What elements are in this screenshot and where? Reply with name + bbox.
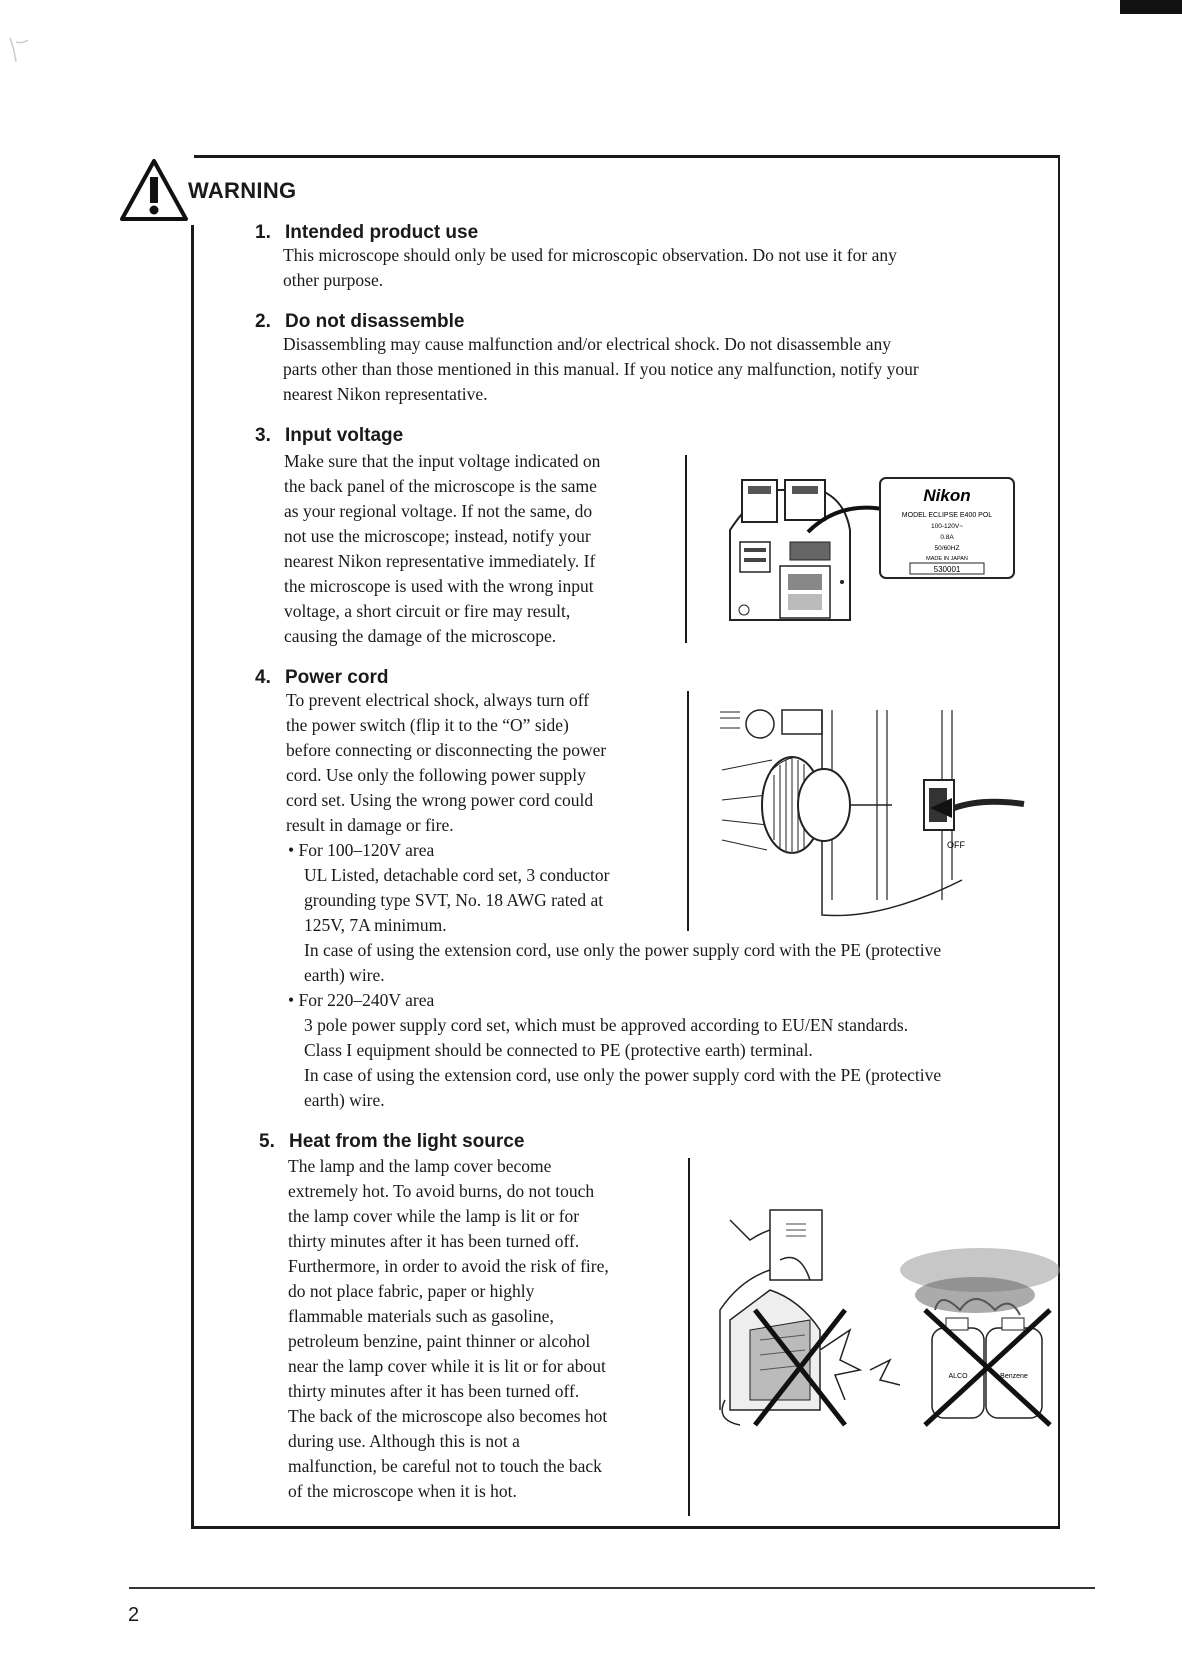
- warning-title: WARNING: [188, 178, 297, 203]
- footer-rule: [129, 1587, 1095, 1589]
- section-5-divider: [688, 1158, 690, 1516]
- label-plate-voltage: 100-120V~: [931, 523, 963, 530]
- section-1-body: This microscope should only be used for microscopic observation. Do not use it for any other purpose.: [283, 245, 897, 290]
- section-2-heading: 2. Do not disassemble: [255, 311, 465, 332]
- label-plate-serial: 530001: [933, 565, 961, 574]
- scan-edge-mark: [1120, 0, 1182, 14]
- section-3-heading: 3. Input voltage: [255, 425, 404, 446]
- section-5-heading: 5. Heat from the light source: [259, 1131, 525, 1152]
- bottle-label-alcohol: ALCO: [948, 1373, 968, 1380]
- label-plate-model: MODEL ECLIPSE E400 POL: [901, 512, 993, 519]
- label-plate-frequency: 50/60HZ: [934, 545, 960, 552]
- warning-triangle-icon: [118, 157, 190, 223]
- section-5-body: The lamp and the lamp cover become extremely hot. To avoid burns, do not touch the lamp cover while the lamp is lit or for thirty minutes after it has been turned off. Furthermore, in order to avoid the risk of fire, do not place fabric, paper or highly flammable materials such as gasoline, petroleum benzine, paint thinner or alcohol near the lamp cover while it is lit or for about thirty minutes after it has been turned off. The back of the microscope also becomes hot during use. Although this is not a malfunction, be careful not to touch the back of the microscope when it is hot.: [288, 1156, 609, 1501]
- section-4-bullet-220v: • For 220–240V area 3 pole power supply cord set, which must be approved according to EU/EN standards. Class I equipment should be connected to PE (protective earth) terminal. In case of using the extension cord, use only the power supply cord with the PE (protective earth) wire.: [288, 990, 942, 1110]
- label-plate-origin: MADE IN JAPAN: [926, 556, 968, 562]
- section-3-divider: [685, 455, 687, 643]
- label-plate-brand: Nikon: [923, 486, 971, 505]
- section-4-divider: [687, 691, 689, 931]
- section-4-bullet-100v: • For 100–120V area UL Listed, detachable cord set, 3 conductor grounding type SVT, No. 18 AWG rated at 125V, 7A minimum. In case of using the extension cord, use only the power supply cord with the PE (protective earth) wire.: [288, 840, 942, 985]
- section-4-heading: 4. Power cord: [255, 667, 389, 688]
- switch-label: OFF: [947, 840, 965, 850]
- lamp-heat-figure: [710, 1200, 1060, 1430]
- microscope-back-panel-figure: [720, 470, 1020, 630]
- section-1-heading: 1. Intended product use: [255, 222, 479, 243]
- section-4-body: To prevent electrical shock, always turn off the power switch (flip it to the “O” side) before connecting or disconnecting the power cord. Use only the following power supply cord set. Using the wrong power cord could result in damage or fire.: [286, 690, 607, 835]
- scan-smudge: [6, 34, 32, 64]
- section-2-body: Disassembling may cause malfunction and/or electrical shock. Do not disassemble any parts other than those mentioned in this manual. If you notice any malfunction, notify your nearest Nikon representative.: [283, 334, 919, 404]
- bottle-label-benzene: Benzene: [1000, 1373, 1028, 1380]
- page-number: 2: [128, 1604, 140, 1626]
- section-3-body: Make sure that the input voltage indicated on the back panel of the microscope is the same as your regional voltage. If not the same, do not use the microscope; instead, notify your nearest Nikon representative immediately. If the microscope is used with the wrong input voltage, a short circuit or fire may result, causing the damage of the microscope.: [284, 451, 601, 646]
- label-plate-current: 0.8A: [940, 534, 954, 541]
- power-switch-figure: [712, 700, 1042, 930]
